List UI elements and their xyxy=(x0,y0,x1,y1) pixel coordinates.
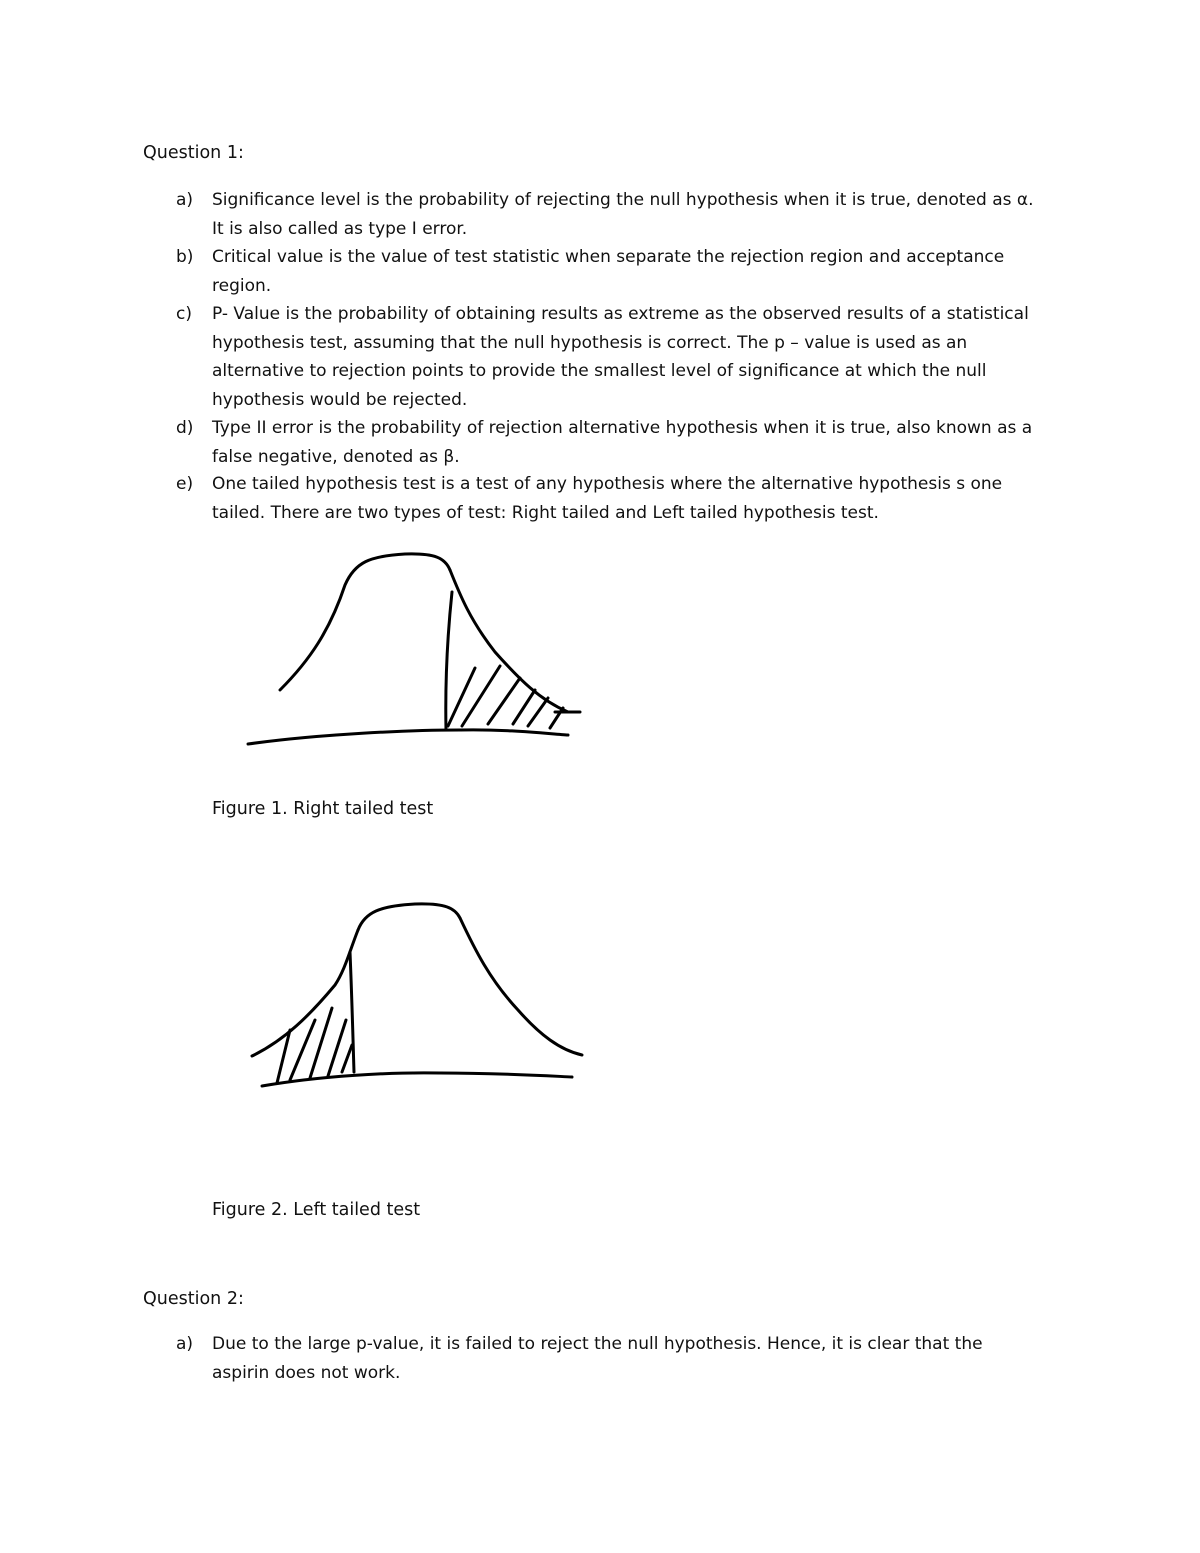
item-label: c) xyxy=(176,304,192,324)
item-line: One tailed hypothesis test is a test of any hypothesis where the alternative hypothesis s one xyxy=(212,474,1003,494)
curve-left-tail xyxy=(252,930,358,1056)
question-2-title: Question 2: xyxy=(143,1289,244,1309)
item-label: a) xyxy=(176,190,194,210)
q1-item-e xyxy=(176,470,1076,527)
right-tailed-test-sketch xyxy=(230,540,600,760)
critical-line xyxy=(350,952,354,1072)
item-line: aspirin does not work. xyxy=(212,1362,401,1383)
item-line: Significance level is the probability of rejecting the null hypothesis when it is true, denoted as α. xyxy=(212,190,1034,210)
baseline xyxy=(248,730,568,744)
q1-item-d xyxy=(176,414,1076,471)
hatch xyxy=(310,1008,332,1078)
question-1-title: Question 1: xyxy=(143,143,244,163)
hatch xyxy=(342,1045,352,1072)
hatch xyxy=(528,698,548,726)
item-line: false negative, denoted as β. xyxy=(212,446,460,467)
item-label: d) xyxy=(176,418,194,438)
item-line: hypothesis test, assuming that the null hypothesis is correct. The p – value is used as an xyxy=(212,332,968,353)
item-label: e) xyxy=(176,474,194,494)
baseline xyxy=(262,1073,572,1086)
item-line: Critical value is the value of test statistic when separate the rejection region and acceptance xyxy=(212,247,1005,267)
q1-item-a xyxy=(176,186,1076,243)
q2-item-a xyxy=(176,1330,1076,1387)
item-line: Type II error is the probability of rejection alternative hypothesis when it is true, also known as a xyxy=(212,418,1033,438)
item-line: Due to the large p-value, it is failed to reject the null hypothesis. Hence, it is clear that the xyxy=(212,1334,983,1354)
figure-1-caption: Figure 1. Right tailed test xyxy=(212,799,434,819)
item-label: a) xyxy=(176,1334,194,1354)
item-line: alternative to rejection points to provide the smallest level of significance at which the null xyxy=(212,361,987,381)
item-line: tailed. There are two types of test: Right tailed and Left tailed hypothesis test. xyxy=(212,502,879,523)
critical-line xyxy=(446,592,452,730)
item-line: region. xyxy=(212,275,272,296)
q1-item-c xyxy=(176,300,1076,414)
curve-left xyxy=(280,554,450,690)
left-tailed-test-sketch xyxy=(240,890,600,1100)
curve-right-tail xyxy=(450,570,568,712)
q1-item-b xyxy=(176,243,1076,300)
item-line: P- Value is the probability of obtaining results as extreme as the observed results of a statistical xyxy=(212,304,1029,324)
hatch xyxy=(448,668,475,726)
curve-top xyxy=(358,904,460,930)
curve-right xyxy=(460,918,582,1055)
item-line: hypothesis would be rejected. xyxy=(212,389,468,410)
item-label: b) xyxy=(176,247,194,267)
hatch xyxy=(488,678,520,724)
item-line: It is also called as type I error. xyxy=(212,218,468,239)
figure-2-caption: Figure 2. Left tailed test xyxy=(212,1200,421,1220)
